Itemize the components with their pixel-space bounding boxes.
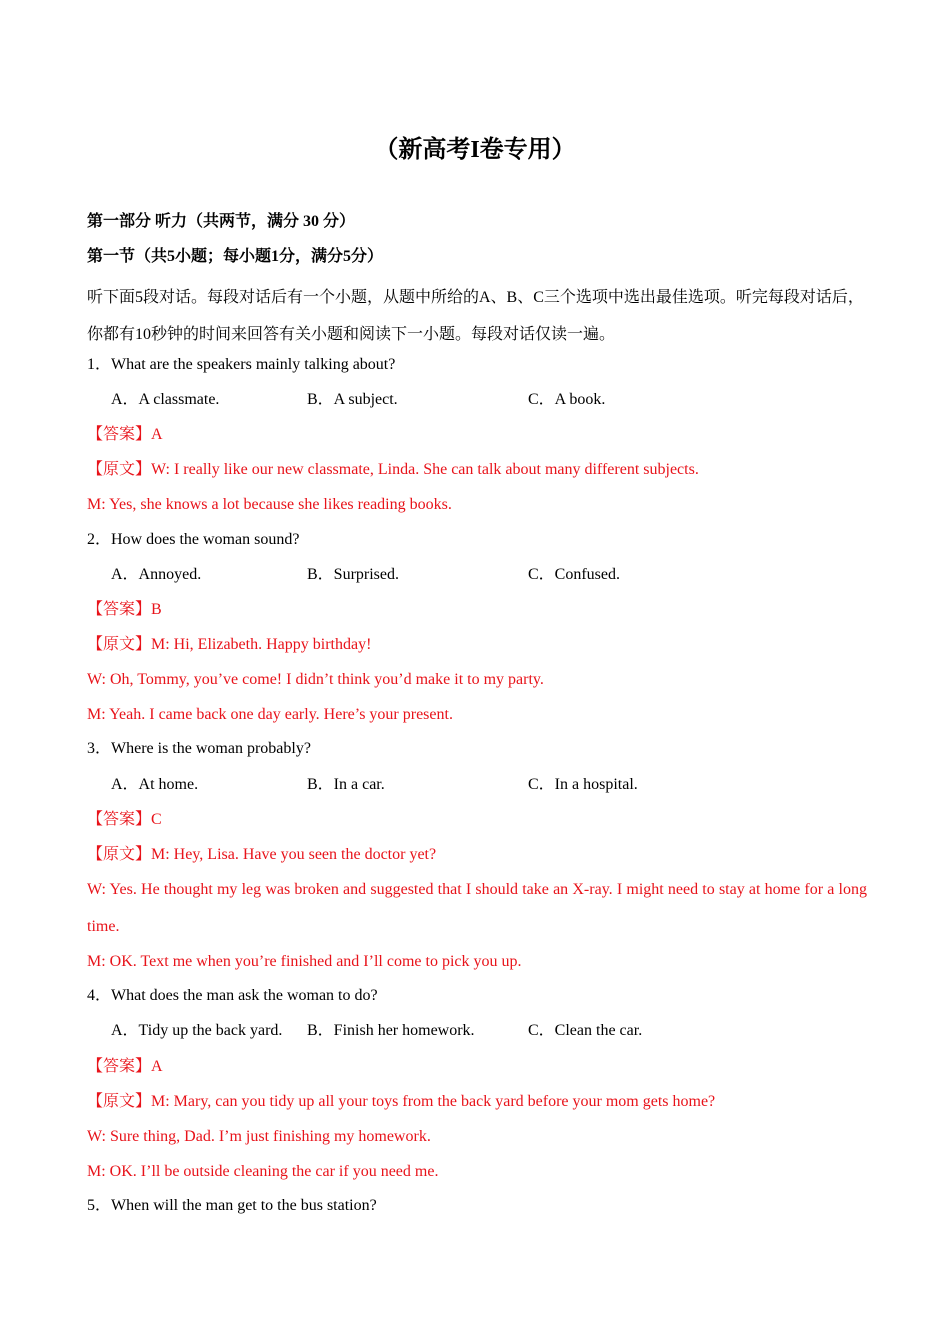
- part-heading: 第一部分 听力（共两节，满分 30 分）: [87, 213, 356, 230]
- question-2: 2．How does the woman sound?: [87, 531, 300, 548]
- q2-transcript-1: 【原文】M: Hi, Elizabeth. Happy birthday!: [87, 636, 372, 653]
- q2-answer: 【答案】B: [87, 601, 162, 618]
- q2-option-c: C．Confused.: [528, 566, 621, 583]
- q3-transcript-3: M: OK. Text me when you’re finished and I’ll come to pick you up.: [87, 953, 522, 970]
- q3-option-c: C．In a hospital.: [528, 776, 638, 793]
- question-3: 3．Where is the woman probably?: [87, 740, 311, 757]
- page-title: （新高考I卷专用）: [374, 137, 576, 163]
- q2-transcript-3: M: Yeah. I came back one day early. Here’s your present.: [87, 706, 453, 723]
- q4-transcript-1: 【原文】M: Mary, can you tidy up all your toys from the back yard before your mom gets home?: [87, 1093, 716, 1110]
- question-4: 4．What does the man ask the woman to do?: [87, 987, 378, 1004]
- q2-option-a: A．Annoyed.: [111, 566, 202, 583]
- question-1: 1．What are the speakers mainly talking about?: [87, 356, 396, 373]
- section-heading: 第一节（共5小题；每小题1分，满分5分）: [87, 248, 384, 265]
- q1-transcript-1: 【原文】W: I really like our new classmate, Linda. She can talk about many different subjects.: [87, 461, 699, 478]
- q4-transcript-3: M: OK. I’ll be outside cleaning the car if you need me.: [87, 1163, 439, 1180]
- q1-answer: 【答案】A: [87, 426, 163, 443]
- q1-option-a: A．A classmate.: [111, 391, 220, 408]
- q3-transcript-1: 【原文】M: Hey, Lisa. Have you seen the doctor yet?: [87, 846, 437, 863]
- q2-option-b: B．Surprised.: [307, 566, 400, 583]
- q4-option-a: A．Tidy up the back yard.: [111, 1022, 283, 1039]
- question-5: 5．When will the man get to the bus station?: [87, 1197, 377, 1214]
- q1-option-b: B．A subject.: [307, 391, 398, 408]
- q3-transcript-2: W: Yes. He thought my leg was broken and suggested that I should take an X-ray. I might need to stay at home for a long time.: [87, 881, 867, 935]
- q4-option-c: C．Clean the car.: [528, 1022, 643, 1039]
- q3-option-b: B．In a car.: [307, 776, 385, 793]
- q2-transcript-2: W: Oh, Tommy, you’ve come! I didn’t think you’d make it to my party.: [87, 671, 544, 688]
- q1-option-c: C．A book.: [528, 391, 606, 408]
- q4-option-b: B．Finish her homework.: [307, 1022, 475, 1039]
- q3-option-a: A．At home.: [111, 776, 199, 793]
- q4-transcript-2: W: Sure thing, Dad. I’m just finishing my homework.: [87, 1128, 431, 1145]
- instructions: 听下面5段对话。每段对话后有一个小题，从题中所给的A、B、C三个选项中选出最佳选项。听完每段对话后，你都有10秒钟的时间来回答有关小题和阅读下一小题。每段对话仅读一遍。: [87, 289, 864, 343]
- q1-transcript-2: M: Yes, she knows a lot because she likes reading books.: [87, 496, 452, 513]
- q3-answer: 【答案】C: [87, 811, 162, 828]
- q4-answer: 【答案】A: [87, 1058, 163, 1075]
